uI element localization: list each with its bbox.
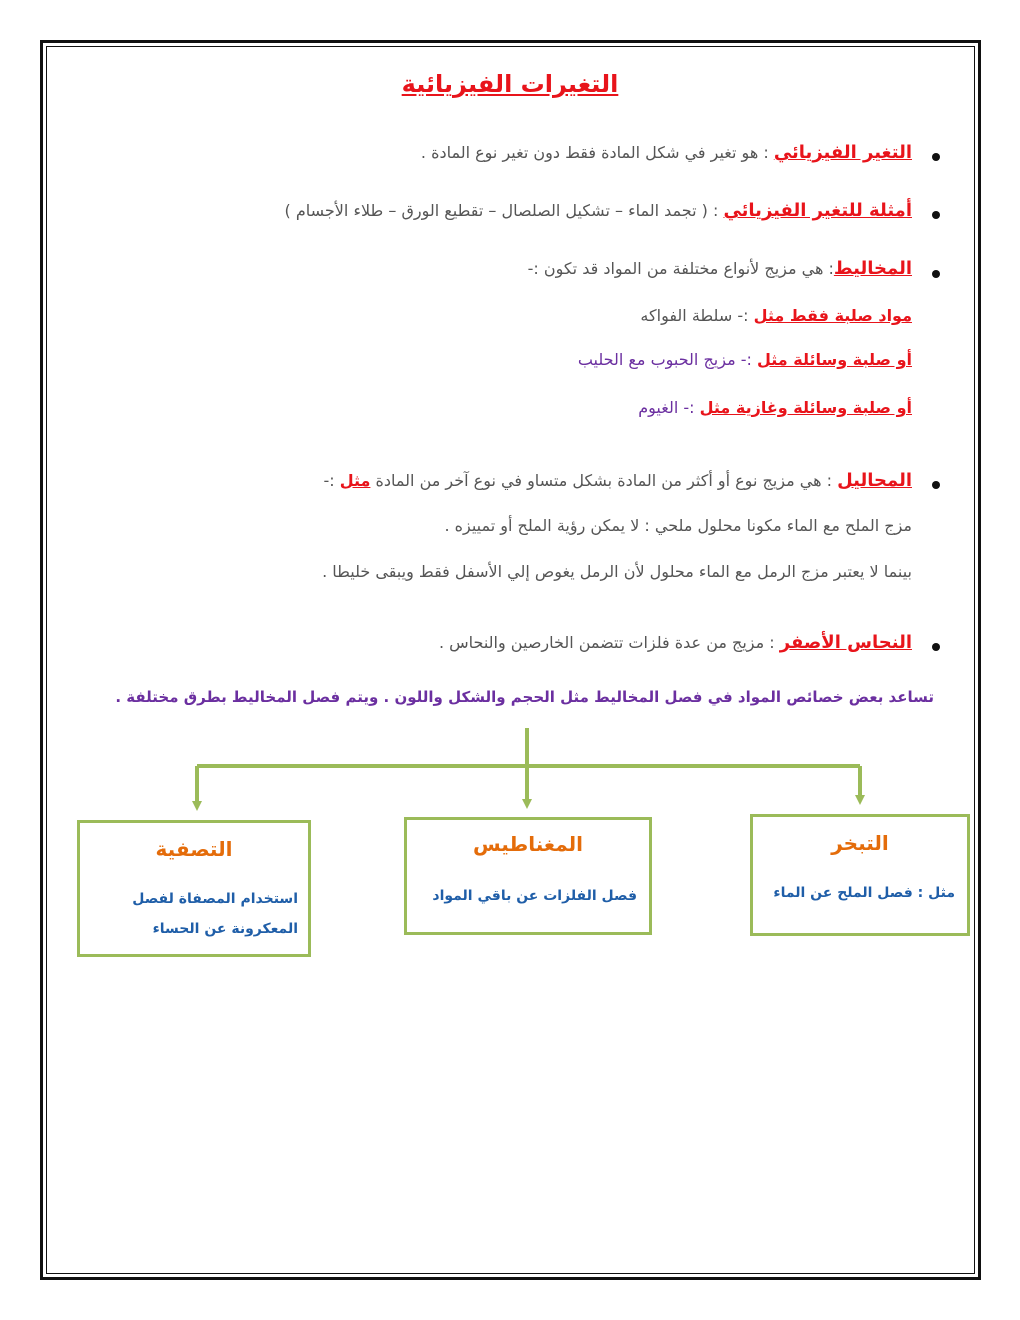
method-title-evaporation: التبخر — [831, 831, 889, 855]
physical-change-definition — [421, 142, 912, 163]
bullet — [932, 211, 940, 219]
brass-definition — [439, 632, 912, 653]
solutions-example-salt: مزج الملح مع الماء مكونا محلول ملحي : لا يمكن رؤية الملح أو تمييزه . — [444, 516, 912, 535]
bullet — [932, 153, 940, 161]
method-box-filtration — [77, 820, 311, 957]
term-physical-change: التغير الفيزيائي — [773, 142, 912, 163]
term-brass: النحاس الأصفر — [779, 632, 912, 653]
separation-note: تساعد بعض خصائص المواد في فصل المخاليط مثل الحجم والشكل واللون . ويتم فصل المخاليط بطرق مختلفة . — [115, 688, 934, 706]
page-title: التغيرات الفيزيائية — [401, 70, 619, 98]
bullet — [932, 270, 940, 278]
method-title-magnet: المغناطيس — [472, 832, 583, 856]
solutions-definition — [323, 470, 912, 491]
term-mixtures: المخاليط — [833, 258, 912, 279]
mixtures-text: : هي مزيج لأنواع مختلفة من المواد قد تكون :- — [527, 259, 834, 278]
mixture-type-solid-liquid — [578, 350, 912, 369]
method-text-filtration-line1: استخدام المصفاة لفصل — [132, 891, 298, 907]
brass-text: : مزيج من عدة فلزات تتضمن الخارصين والنحاس . — [438, 633, 780, 652]
mixture-type-label: أو صلبة وسائلة مثل — [756, 350, 912, 369]
solutions-example-label: مثل — [339, 471, 371, 490]
mixture-type-solid-liquid-gas — [638, 398, 912, 417]
mixture-type-label: أو صلبة وسائلة وغازية مثل — [699, 398, 912, 417]
method-box-evaporation — [750, 814, 970, 936]
term-examples: أمثلة للتغير الفيزيائي — [723, 200, 912, 221]
mixture-type-example: :- سلطة الفواكه — [640, 306, 754, 325]
mixture-type-solid — [640, 306, 912, 325]
mixture-type-label: مواد صلبة فقط مثل — [753, 306, 912, 325]
method-text-magnet: فصل الفلزات عن باقي المواد — [432, 888, 637, 904]
examples-line — [285, 200, 912, 221]
method-title-filtration: التصفية — [155, 837, 233, 861]
mixtures-definition — [528, 258, 912, 279]
bullet — [932, 481, 940, 489]
bullet — [932, 643, 940, 651]
solutions-text: : هي مزيج نوع أو أكثر من المادة بشكل متساو في نوع آخر من المادة — [370, 471, 838, 490]
method-box-magnet — [404, 817, 652, 935]
examples-text: : ( تجمد الماء – تشكيل الصلصال – تقطيع الورق – طلاء الأجسام ) — [284, 201, 724, 220]
method-text-evaporation: مثل : فصل الملح عن الماء — [773, 885, 955, 901]
solutions-example-suffix: :- — [323, 471, 340, 490]
mixture-type-example: :- مزيج الحبوب مع الحليب — [577, 350, 757, 369]
physical-change-text: : هو تغير في شكل المادة فقط دون تغير نوع المادة . — [420, 143, 774, 162]
method-text-filtration-line2: المعكرونة عن الحساء — [152, 921, 298, 937]
term-solutions: المحاليل — [837, 470, 912, 491]
solutions-example-sand: بينما لا يعتبر مزج الرمل مع الماء محلول لأن الرمل يغوص إلي الأسفل فقط ويبقى خليطا . — [322, 562, 912, 581]
page-border-inner — [46, 46, 975, 1274]
mixture-type-example: :- الغيوم — [638, 398, 700, 417]
